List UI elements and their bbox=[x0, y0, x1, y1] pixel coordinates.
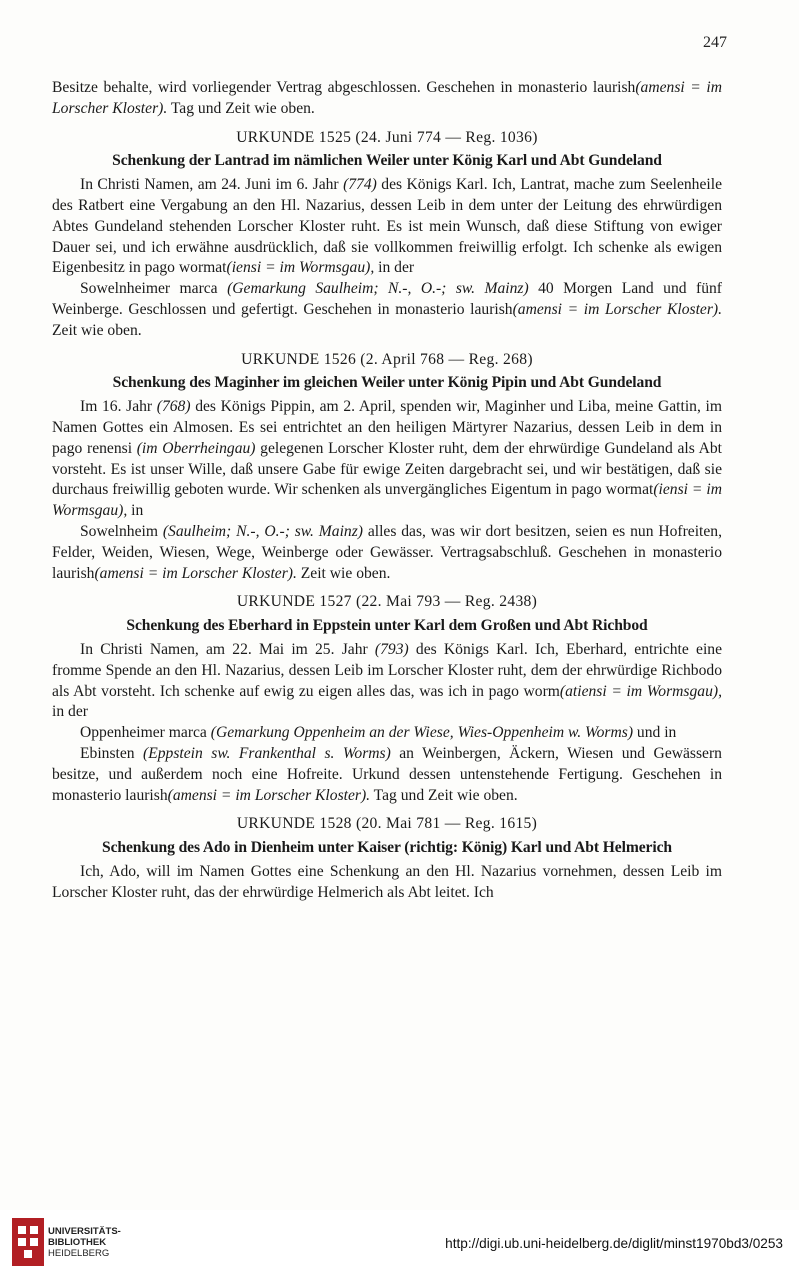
document-subheading: Schenkung des Ado in Dienheim unter Kaiser (richtig: König) Karl und Abt Helmerich bbox=[102, 839, 672, 857]
page-text-body bbox=[52, 78, 722, 903]
viewer-footer bbox=[0, 1210, 799, 1273]
text-run: 40 Morgen Land und fünf Weinberge. Geschlossen und gefertigt. Geschehen in monasterio laurish bbox=[52, 280, 722, 318]
paragraph bbox=[52, 522, 722, 584]
italic-gloss: (amensi = im Lorscher Kloster). bbox=[512, 300, 722, 318]
italic-gloss: (Saulheim; N.-, O.-; sw. Mainz) bbox=[162, 522, 363, 540]
paragraph bbox=[52, 78, 722, 120]
italic-gloss: (atiensi = im Wormsgau), bbox=[559, 682, 722, 700]
heidelberg-library-logo-icon[interactable] bbox=[12, 1218, 44, 1266]
text-run: Tag und Zeit wie oben. bbox=[370, 786, 518, 804]
library-name[interactable] bbox=[48, 1226, 121, 1259]
text-run: alles das, was wir dort besitzen, seien es nun Hofreiten, Felder, Weiden, Wiesen, Wege, Weinberge oder Gewässer. Vertragsabschluß. Geschehen in monasterio laurish bbox=[52, 522, 722, 582]
paragraph bbox=[52, 175, 722, 279]
text-run: Oppenheimer marca bbox=[80, 724, 211, 742]
document-subheading: Schenkung des Maginher im gleichen Weiler unter König Pipin und Abt Gundeland bbox=[112, 374, 662, 392]
text-run: an Weinbergen, Äckern, Wiesen und Gewässern besitze, und außerdem noch eine Hofreite. Urkund dessen untenstehende Fertigung. Geschehen in monasterio laurish bbox=[52, 744, 722, 804]
page-url-link[interactable]: http://digi.ub.uni-heidelberg.de/diglit/minst1970bd3/0253 bbox=[445, 1236, 783, 1251]
paragraph bbox=[52, 640, 722, 723]
text-run: gelegenen Lorscher Kloster ruht, dem der ehrwürdige Gundeland als Abt vorsteht. Es ist unser Wille, daß unsere Gabe für ewige Zeiten dargebracht sei, und wir bestätigen, daß sie durchaus freiwillig geboten wurde. Wir schenken als unvergängliches Eigentum in pago wormat bbox=[52, 439, 722, 499]
document-heading: URKUNDE 1525 (24. Juni 774 — Reg. 1036) bbox=[236, 128, 538, 146]
document-heading: URKUNDE 1528 (20. Mai 781 — Reg. 1615) bbox=[236, 815, 538, 833]
italic-gloss: (793) bbox=[374, 640, 409, 658]
text-run: und in bbox=[633, 724, 677, 742]
paragraph bbox=[52, 744, 722, 806]
italic-gloss: (amensi = im Lorscher Kloster). bbox=[94, 564, 297, 582]
text-run: des Königs Karl. Ich, Lantrat, mache zum Seelenheile des Ratbert eine Vergabung an den Hl. Nazarius, dessen Leib in dem unter der Leitung des ehrwürdigen Abtes Gundeland stehenden Lorscher Kloster ruht. Es ist mein Wunsch, daß diese Stiftung von ewiger Dauer sei, und ich erwähne ausdrücklich, daß sie vollkommen freiwillig erfolgt. Ich schenke als ewigen Eigenbesitz in pago wormat bbox=[52, 176, 722, 277]
italic-gloss: (amensi = im Lorscher Kloster). bbox=[52, 79, 722, 117]
text-run: in der bbox=[52, 703, 88, 721]
document-heading: URKUNDE 1527 (22. Mai 793 — Reg. 2438) bbox=[236, 593, 538, 611]
library-name-line: HEIDELBERG bbox=[48, 1248, 110, 1259]
text-run: Sowelnheim bbox=[80, 522, 163, 540]
italic-gloss: (Gemarkung Saulheim; N.-, O.-; sw. Mainz) bbox=[227, 280, 529, 298]
document-heading: URKUNDE 1526 (2. April 768 — Reg. 268) bbox=[241, 350, 533, 368]
paragraph bbox=[52, 723, 722, 744]
paragraph bbox=[52, 862, 722, 904]
paragraph bbox=[52, 279, 722, 341]
italic-gloss: (im Oberrheingau) bbox=[136, 439, 256, 457]
text-run: Tag und Zeit wie oben. bbox=[167, 99, 315, 117]
text-run: Im 16. Jahr bbox=[80, 398, 157, 416]
text-run: Ebinsten bbox=[80, 744, 144, 762]
text-run: des Königs Pippin, am 2. April, spenden wir, Maginher und Liba, meine Gattin, im Namen Gottes ein Almosen. Es sei entrichtet an den heiligen Märtyrer Nazarius, dessen Leib in dem in pago renensi bbox=[52, 398, 722, 457]
text-run: des Königs Karl. Ich, Eberhard, entrichte eine fromme Spende an den Hl. Nazarius, dessen Leib im Lorscher Kloster ruht, dem der ehrwürdige Richbodo als Abt vorsteht. Ich schenke auf ewig zu eigen alles das, was ich in pago worm bbox=[52, 640, 723, 700]
italic-gloss: (Eppstein sw. Frankenthal s. Worms) bbox=[143, 744, 391, 762]
paragraph bbox=[52, 397, 722, 522]
text-run: Besitze behalte, wird vorliegender Vertrag abgeschlossen. Geschehen in monasterio laurish bbox=[52, 79, 636, 96]
page-number: 247 bbox=[703, 34, 727, 51]
library-name-line: BIBLIOTHEK bbox=[48, 1237, 107, 1248]
text-run: Ich, Ado, will im Namen Gottes eine Schenkung an den Hl. Nazarius vornehmen, dessen Leib im Lorscher Kloster ruht, das der ehrwürdige Helmerich als Abt leitet. Ich bbox=[52, 862, 722, 901]
library-name-line: UNIVERSITÄTS- bbox=[48, 1226, 121, 1237]
text-run: in der bbox=[374, 259, 415, 277]
italic-gloss: (774) bbox=[343, 176, 377, 194]
text-run: in bbox=[127, 502, 144, 520]
text-run: In Christi Namen, am 24. Juni im 6. Jahr bbox=[80, 176, 344, 194]
text-run: In Christi Namen, am 22. Mai im 25. Jahr bbox=[80, 640, 375, 658]
italic-gloss: (iensi = im Wormsgau), bbox=[52, 481, 722, 520]
text-run: Sowelnheimer marca bbox=[80, 280, 228, 298]
italic-gloss: (768) bbox=[156, 398, 191, 416]
italic-gloss: (Gemarkung Oppenheim an der Wiese, Wies-Oppenheim w. Worms) bbox=[210, 724, 634, 742]
italic-gloss: (iensi = im Wormsgau), bbox=[226, 259, 375, 277]
document-subheading: Schenkung der Lantrad im nämlichen Weiler unter König Karl und Abt Gundeland bbox=[112, 152, 662, 170]
document-subheading: Schenkung des Eberhard in Eppstein unter Karl dem Großen und Abt Richbod bbox=[126, 617, 648, 635]
text-run: Zeit wie oben. bbox=[296, 564, 391, 582]
text-run: Zeit wie oben. bbox=[52, 321, 142, 339]
italic-gloss: (amensi = im Lorscher Kloster). bbox=[167, 786, 371, 804]
